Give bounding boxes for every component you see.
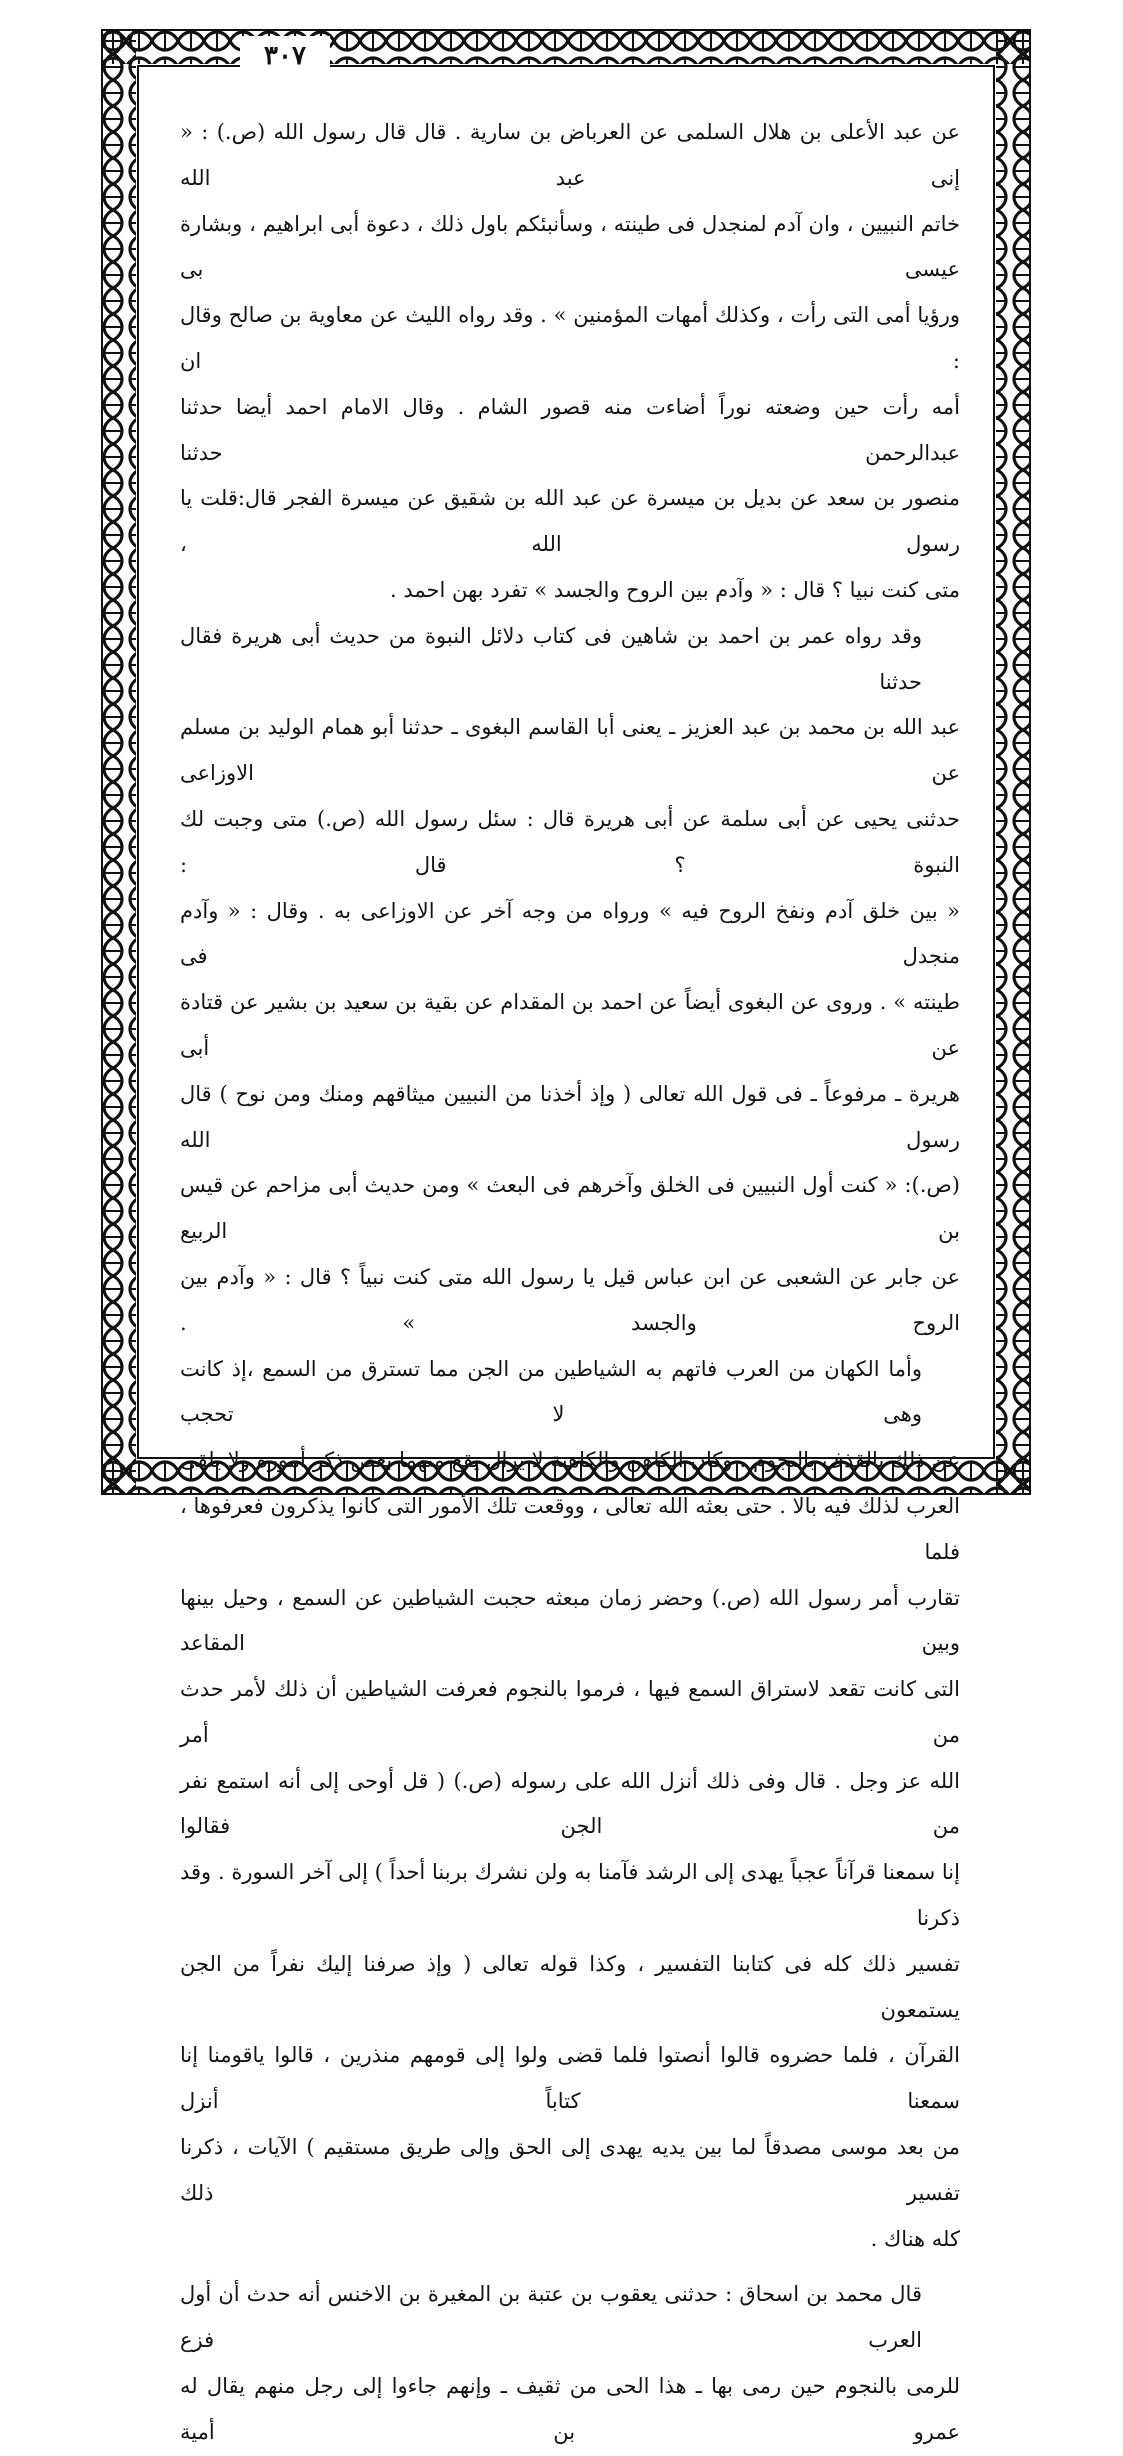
text-line: حدثنى يحيى عن أبى سلمة عن أبى هريرة قال : سئل رسول الله (ص.) متى وجبت لك النبوة ؟ قال : [180,806,960,877]
text-line: منصور بن سعد عن بديل بن ميسرة عن عبد الله بن شقيق عن ميسرة الفجر قال:قلت يا رسول الله ، [180,486,960,557]
page-frame [100,28,1032,2444]
text-line: من بعد موسى مصدقاً لما بين يديه يهدى إلى الحق وإلى طريق مستقيم ) الآيات ، ذكرنا تفسير ذلك [180,2135,960,2205]
page-number: ٣٠٧ [240,36,330,76]
text-line: ورؤيا أمى التى رأت ، وكذلك أمهات المؤمنين » . وقد رواه الليث عن معاوية بن صالح وقال : ان [180,303,960,373]
text-line: (ص.): « كنت أول النبيين فى الخلق وآخرهم فى البعث » ومن حديث أبى مزاحم عن قيس بن الربيع [180,1173,960,1244]
text-body [180,110,960,2444]
text-line: القرآن ، فلما حضروه قالوا أنصتوا فلما قضى ولوا إلى قومهم منذرين ، قالوا ياقومنا إنا سمعنا كتاباً أنزل [180,2043,960,2114]
text-line: متى كنت نبيا ؟ قال : « وآدم بين الروح والجسد » تفرد بهن احمد . [390,577,960,602]
text-line: الله عز وجل . قال وفى ذلك أنزل الله على رسوله (ص.) ( قل أوحى إلى أنه استمع نفر من الجن فقالوا [180,1768,960,1839]
text-line: إنا سمعنا قرآناً عجباً يهدى إلى الرشد فآمنا به ولن نشرك بربنا أحداً ) إلى آخر السورة . وقد ذكرنا [180,1860,960,1931]
text-line: عن عبد الأعلى بن هلال السلمى عن العرباض بن سارية . قال قال رسول الله (ص.) : « إنى عبد الله [180,120,960,190]
text-line: أمه رأت حين وضعته نوراً أضاءت منه قصور الشام . وقال الامام احمد أيضا حدثنا عبدالرحمن حدثنا [180,394,960,465]
text-line: هريرة ـ مرفوعاً ـ فى قول الله تعالى ( وإذ أخذنا من النبيين ميثاقهم ومنك ومن نوح ) قال رسول الله [180,1081,960,1152]
text-line: « بين خلق آدم ونفخ الروح فيه » ورواه من وجه آخر عن الاوزاعى به . وقال : « وآدم منجدل فى [180,898,960,969]
text-line: وأما الكهان من العرب فاتهم به الشياطين من الجن مما تسترق من السمع ،إذ كانت وهى لا تحجب [180,1356,922,1427]
text-line: خاتم النبيين ، وان آدم لمنجدل فى طينته ، وسأنبئكم باول ذلك ، دعوة أبى ابراهيم ، وبشارة عيسى بى [180,211,960,282]
text-line: وقد رواه عمر بن احمد بن شاهين فى كتاب دلائل النبوة من حديث أبى هريرة فقال حدثنا [180,623,922,694]
text-line: عن ذلك بالقذف بالنجوم ، وكان الكاهن والكاهنة لا يزال يقع منهما بعض ذكر أموره ولا يلقى [180,1448,960,1473]
text-line: قال محمد بن اسحاق : حدثنى يعقوب بن عتبة بن المغيرة بن الاخنس أنه حدث أن أول العرب فزع [180,2282,922,2353]
text-line: تقارب أمر رسول الله (ص.) وحضر زمان مبعثه حجبت الشياطين عن السمع ، وحيل بينها وبين المقاعد [180,1585,960,1656]
text-line: للرمى بالنجوم حين رمى بها ـ هذا الحى من ثقيف ـ وإنهم جاءوا إلى رجل منهم يقال له عمرو بن أمية [180,2374,960,2444]
text-line: العرب لذلك فيه بالا . حتى بعثه الله تعالى ، ووقعت تلك الأمور التى كانوا يذكرون فعرفوها ، فلما [180,1493,960,1564]
text-line: تفسير ذلك كله فى كتابنا التفسير ، وكذا قوله تعالى ( وإذ صرفنا إليك نفراً من الجن يستمعون [180,1951,960,2022]
text-line: عبد الله بن محمد بن عبد العزيز ـ يعنى أبا القاسم البغوى ـ حدثنا أبو همام الوليد بن مسلم عن الاوزاعى [180,715,960,786]
text-line: عن جابر عن الشعبى عن ابن عباس قيل يا رسول الله متى كنت نبياً ؟ قال : « وآدم بين الروح والجسد » . [180,1264,960,1335]
text-line: التى كانت تقعد لاستراق السمع فيها ، فرموا بالنجوم فعرفت الشياطين أن ذلك لأمر حدث من أمر [180,1677,960,1747]
text-line: كله هناك . [870,2226,960,2251]
text-line: طينته » . وروى عن البغوى أيضاً عن احمد بن المقدام عن بقية بن سعيد بن بشير عن قتادة عن أبى [180,990,960,1060]
